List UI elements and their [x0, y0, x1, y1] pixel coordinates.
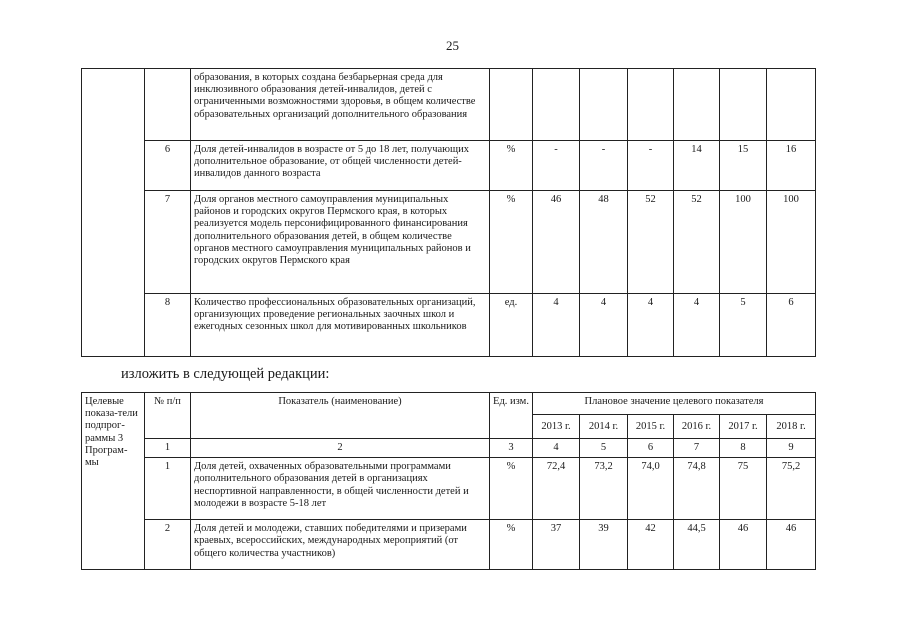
header-indicator: Показатель (наименование)	[191, 393, 490, 439]
value-2018: 46	[767, 520, 816, 570]
value-2015: 42	[628, 520, 674, 570]
value-2016: 52	[674, 191, 720, 294]
row-number: 1	[145, 458, 191, 520]
value-2017: 100	[720, 191, 767, 294]
value-2016	[674, 69, 720, 141]
unit-cell: ед.	[490, 294, 533, 357]
indicator-text: Доля детей и молодежи, ставших победителями и призерами краевых, всероссийских, международных мероприятий (от общего количества участников)	[191, 520, 490, 570]
col-number: 1	[145, 439, 191, 458]
col-number: 8	[720, 439, 767, 458]
row-number: 7	[145, 191, 191, 294]
value-2013: 4	[533, 294, 580, 357]
value-2018: 75,2	[767, 458, 816, 520]
indicator-text: Количество профессиональных образовательных организаций, организующих проведение региональных заочных школ и ежегодных сезонных школ для мотивированных школьников	[191, 294, 490, 357]
value-2015: 4	[628, 294, 674, 357]
value-2014: 48	[580, 191, 628, 294]
value-2018: 100	[767, 191, 816, 294]
value-2018	[767, 69, 816, 141]
unit-cell: %	[490, 520, 533, 570]
value-2016: 74,8	[674, 458, 720, 520]
value-2013	[533, 69, 580, 141]
indicator-text: Доля детей-инвалидов в возрасте от 5 до 18 лет, получающих дополнительное образование, от общей численности детей-инвалидов данного возраста	[191, 141, 490, 191]
value-2014: 73,2	[580, 458, 628, 520]
value-2017: 5	[720, 294, 767, 357]
row-number: 2	[145, 520, 191, 570]
value-2015: 52	[628, 191, 674, 294]
unit-cell	[490, 69, 533, 141]
col-number: 2	[191, 439, 490, 458]
value-2013: 46	[533, 191, 580, 294]
header-planned-value: Плановое значение целевого показателя	[533, 393, 816, 415]
value-2014: 39	[580, 520, 628, 570]
value-2017: 15	[720, 141, 767, 191]
header-year-2013: 2013 г.	[533, 415, 580, 439]
side-label: Целевые показа-тели подпрог-раммы 3 Програм-мы	[82, 393, 145, 570]
value-2013: 37	[533, 520, 580, 570]
row-number	[145, 69, 191, 141]
header-year-2018: 2018 г.	[767, 415, 816, 439]
col-number: 6	[628, 439, 674, 458]
indicator-text: Доля органов местного самоуправления муниципальных районов и городских округов Пермского края, в которых реализуется модель персонифицированного финансирования дополнительного образования детей, в общем количестве органов местного самоуправления муниципальных районов и городских округов Пермского края	[191, 191, 490, 294]
header-row	[82, 393, 816, 415]
value-2015: -	[628, 141, 674, 191]
row-number: 6	[145, 141, 191, 191]
indicator-text: Доля детей, охваченных образовательными программами дополнительного образования детей в организациях неспортивной направленности, в общей численности детей и молодежи в возрасте 5-18 лет	[191, 458, 490, 520]
header-year-2016: 2016 г.	[674, 415, 720, 439]
value-2017	[720, 69, 767, 141]
table-row	[82, 458, 816, 520]
row-number: 8	[145, 294, 191, 357]
value-2013: -	[533, 141, 580, 191]
col-number: 3	[490, 439, 533, 458]
unit-cell: %	[490, 191, 533, 294]
value-2014: -	[580, 141, 628, 191]
table-row	[82, 294, 816, 357]
value-2016: 14	[674, 141, 720, 191]
header-year-2017: 2017 г.	[720, 415, 767, 439]
unit-cell: %	[490, 458, 533, 520]
new-indicators-table	[81, 392, 816, 570]
value-2014	[580, 69, 628, 141]
revision-caption: изложить в следующей редакции:	[121, 366, 330, 382]
previous-indicators-table	[81, 68, 816, 357]
table-row	[82, 141, 816, 191]
indicator-text: образования, в которых создана безбарьерная среда для инклюзивного образования детей-инвалидов, детей с ограниченными возможностями здоровья, в общем количестве образовательных организаций дополнительного образования	[191, 69, 490, 141]
page-number: 25	[446, 38, 459, 53]
header-num: № п/п	[145, 393, 191, 439]
value-2015	[628, 69, 674, 141]
header-year-2015: 2015 г.	[628, 415, 674, 439]
value-2014: 4	[580, 294, 628, 357]
col-number: 9	[767, 439, 816, 458]
table-row	[82, 520, 816, 570]
value-2016: 44,5	[674, 520, 720, 570]
header-year-2014: 2014 г.	[580, 415, 628, 439]
column-numbers-row	[82, 439, 816, 458]
header-unit: Ед. изм.	[490, 393, 533, 439]
value-2016: 4	[674, 294, 720, 357]
value-2018: 6	[767, 294, 816, 357]
value-2013: 72,4	[533, 458, 580, 520]
value-2017: 75	[720, 458, 767, 520]
value-2018: 16	[767, 141, 816, 191]
table-row	[82, 69, 816, 141]
value-2017: 46	[720, 520, 767, 570]
unit-cell: %	[490, 141, 533, 191]
col-number: 7	[674, 439, 720, 458]
side-label-cell	[82, 69, 145, 357]
col-number: 5	[580, 439, 628, 458]
col-number: 4	[533, 439, 580, 458]
table-row	[82, 191, 816, 294]
value-2015: 74,0	[628, 458, 674, 520]
